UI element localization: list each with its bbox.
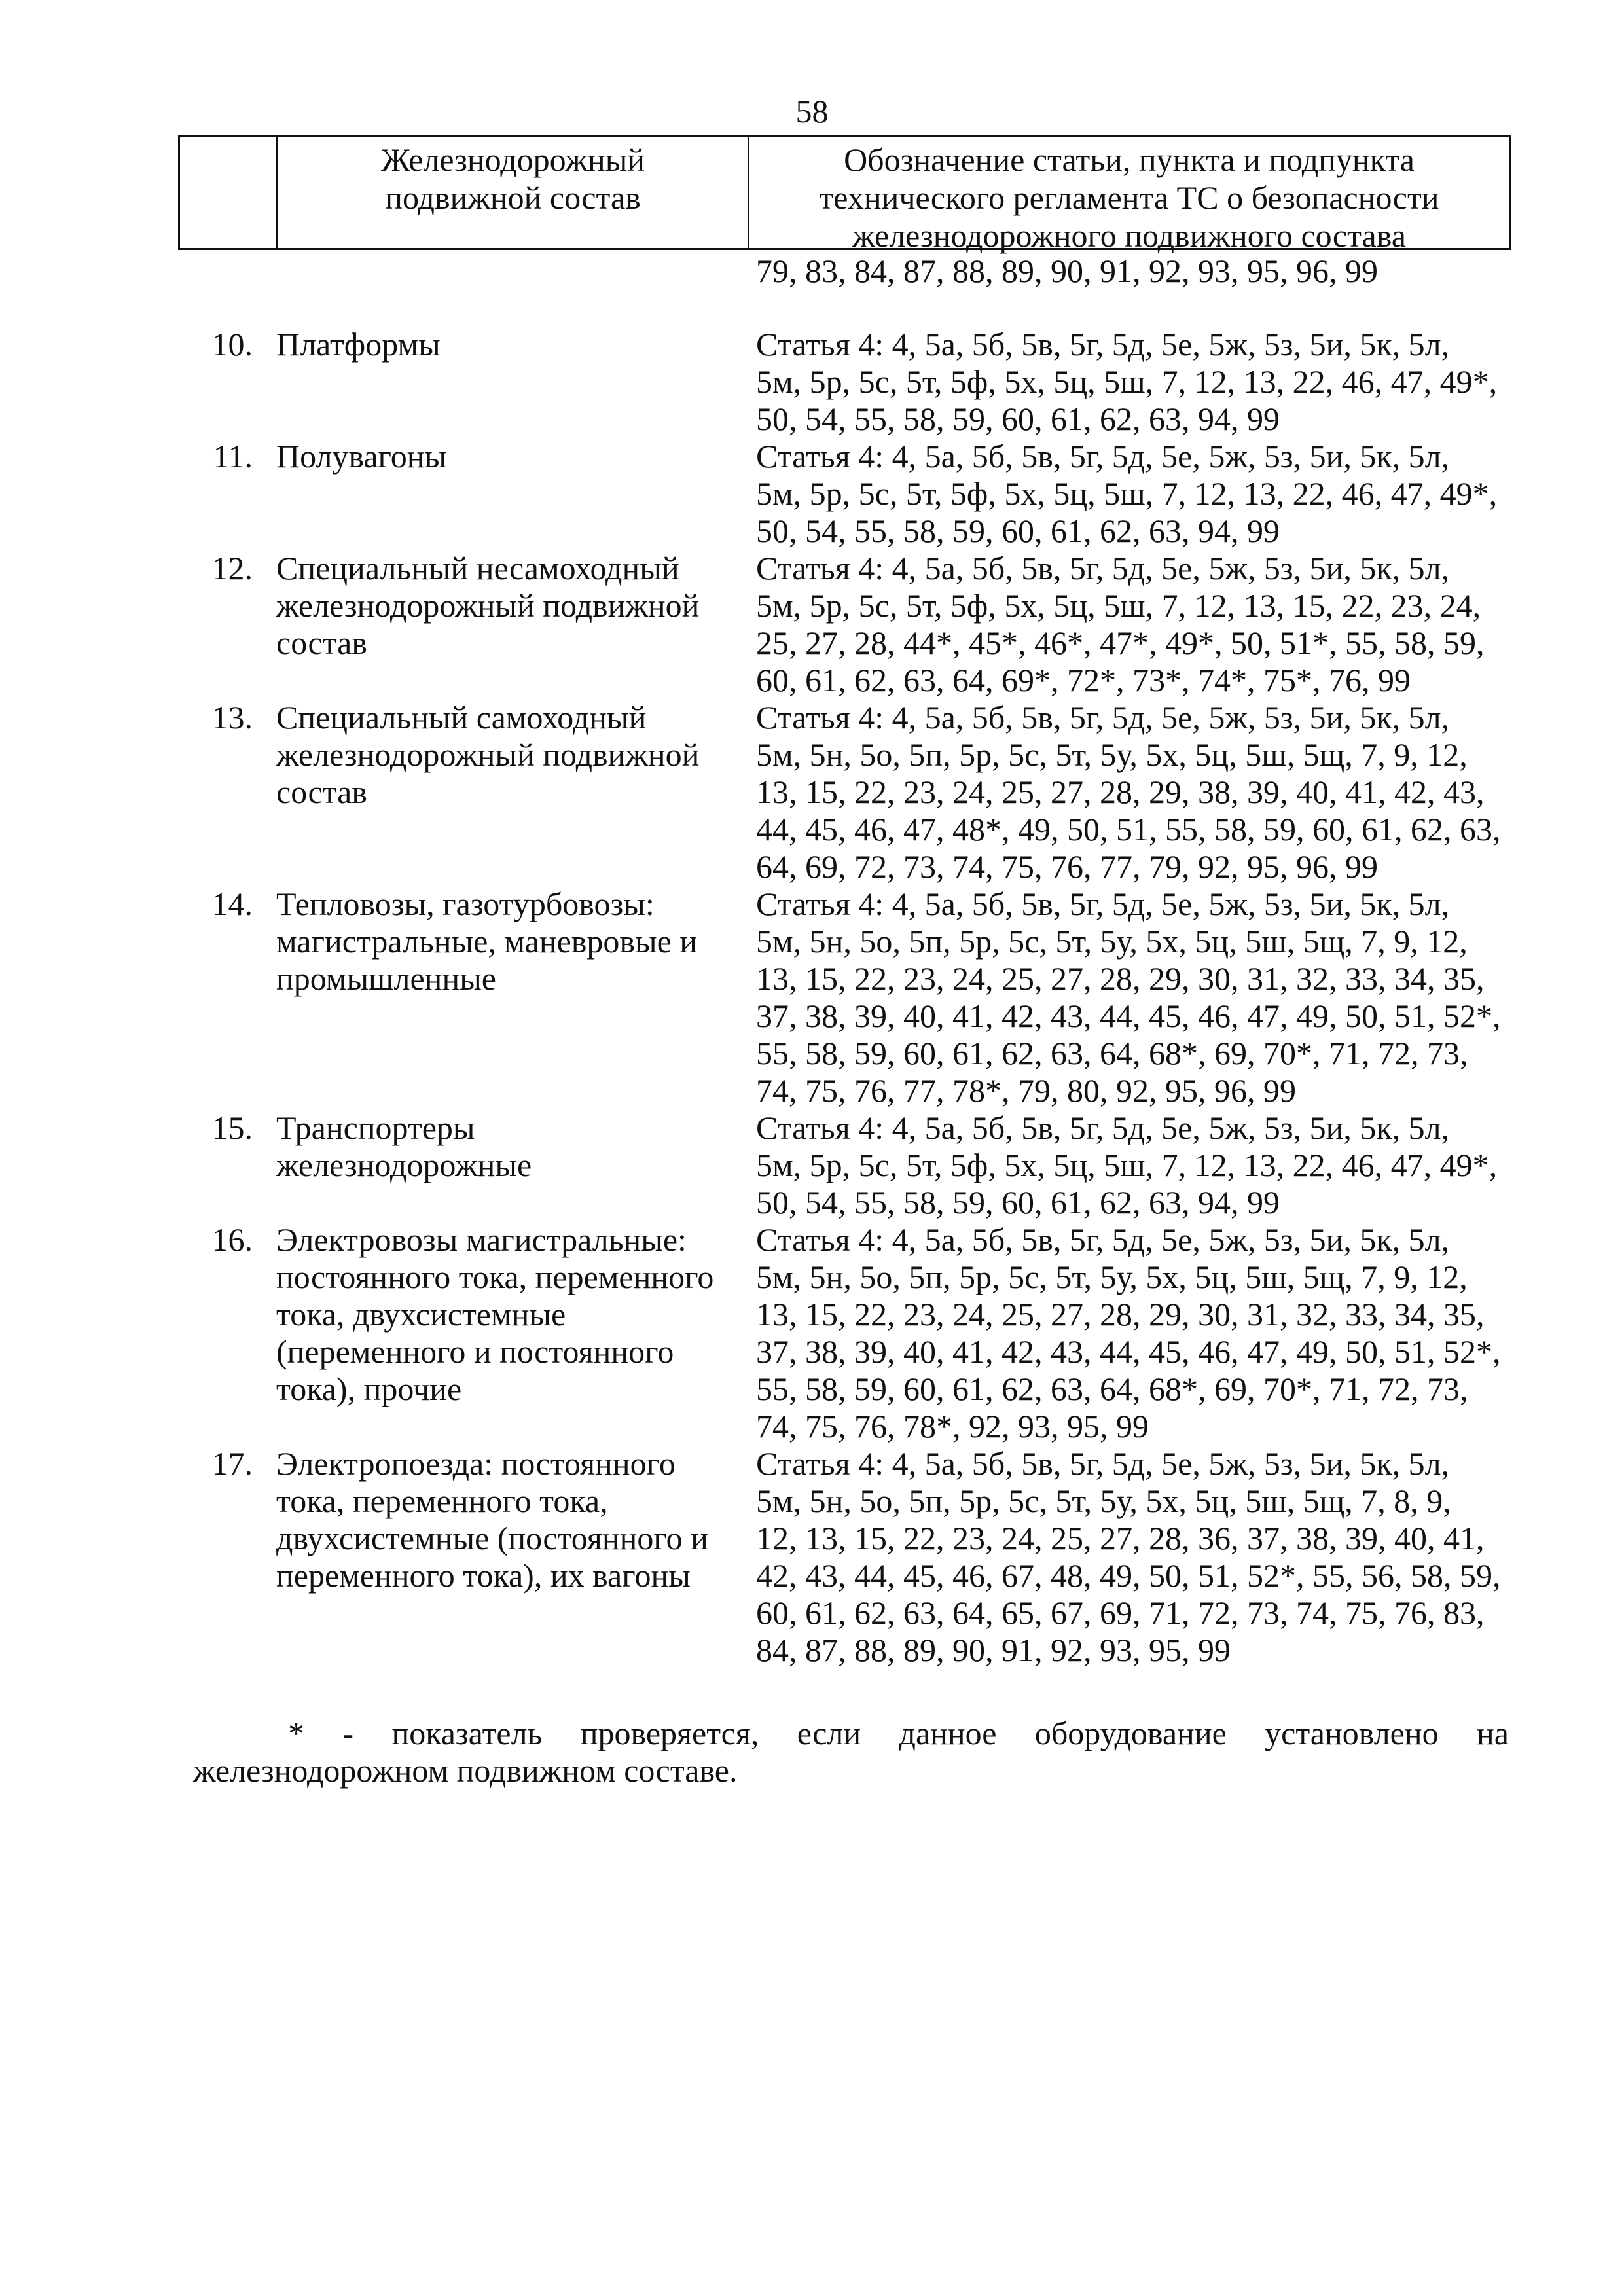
rolling-stock-name-line: тока, двухсистемные	[276, 1296, 566, 1333]
footnote-word: оборудование	[1034, 1715, 1227, 1751]
header-ref-line: Обозначение статьи, пункта и подпункта	[844, 141, 1415, 178]
regulation-reference	[756, 699, 1511, 886]
rolling-stock-name-line: состав	[276, 774, 367, 810]
footnote	[193, 1715, 1509, 1789]
regulation-reference-line: 64, 69, 72, 73, 74, 75, 76, 77, 79, 92, 95, 96, 99	[756, 848, 1378, 885]
table-row	[178, 699, 1511, 886]
regulation-reference	[756, 1109, 1511, 1221]
regulation-reference-line: Статья 4: 4, 5а, 5б, 5в, 5г, 5д, 5е, 5ж, 5з, 5и, 5к, 5л,	[756, 326, 1450, 363]
footnote-word: -	[342, 1715, 354, 1751]
table-row	[178, 1445, 1511, 1669]
regulation-reference-line: 55, 58, 59, 60, 61, 62, 63, 64, 68*, 69, 70*, 71, 72, 73,	[756, 1035, 1468, 1071]
regulation-reference-line: 5м, 5р, 5с, 5т, 5ф, 5х, 5ц, 5ш, 7, 12, 13, 22, 46, 47, 49*,	[756, 363, 1498, 400]
regulation-reference-line: 5м, 5н, 5о, 5п, 5р, 5с, 5т, 5у, 5х, 5ц, 5ш, 5щ, 7, 9, 12,	[756, 1259, 1468, 1295]
regulation-reference	[756, 326, 1511, 438]
rolling-stock-name-line: Электровозы магистральные:	[276, 1221, 687, 1258]
continued-reference-line: 79, 83, 84, 87, 88, 89, 90, 91, 92, 93, 95, 96, 99	[756, 253, 1378, 289]
regulation-reference	[756, 1221, 1511, 1445]
rolling-stock-name-line: железнодорожные	[276, 1147, 532, 1183]
rolling-stock-name-line: тока, переменного тока,	[276, 1482, 608, 1519]
header-reference-column	[749, 137, 1509, 254]
regulation-reference-line: 5м, 5н, 5о, 5п, 5р, 5с, 5т, 5у, 5х, 5ц, 5ш, 5щ, 7, 9, 12,	[756, 923, 1468, 960]
rolling-stock-name-line: Специальный самоходный	[276, 699, 647, 736]
regulation-reference-line: 25, 27, 28, 44*, 45*, 46*, 47*, 49*, 50, 51*, 55, 58, 59,	[756, 624, 1485, 661]
rolling-stock-name-line: переменного тока), их вагоны	[276, 1557, 691, 1594]
regulation-reference-line: 37, 38, 39, 40, 41, 42, 43, 44, 45, 46, 47, 49, 50, 51, 52*,	[756, 997, 1501, 1034]
regulation-reference-line: 60, 61, 62, 63, 64, 65, 67, 69, 71, 72, 73, 74, 75, 76, 83,	[756, 1594, 1485, 1631]
row-number: 16.	[211, 1221, 253, 1258]
regulation-reference-line: 13, 15, 22, 23, 24, 25, 27, 28, 29, 30, 31, 32, 33, 34, 35,	[756, 960, 1485, 997]
footnote-word: показатель	[391, 1715, 543, 1751]
footnote-first-line	[193, 1715, 1509, 1752]
page-number: 58	[795, 93, 829, 130]
rolling-stock-name-line: состав	[276, 624, 367, 661]
rolling-stock-name-line: промышленные	[276, 960, 496, 997]
regulation-reference-line: 13, 15, 22, 23, 24, 25, 27, 28, 29, 30, 31, 32, 33, 34, 35,	[756, 1296, 1485, 1333]
row-number: 15.	[211, 1109, 253, 1146]
regulation-reference-line: 12, 13, 15, 22, 23, 24, 25, 27, 28, 36, 37, 38, 39, 40, 41,	[756, 1520, 1485, 1556]
header-number-column	[180, 137, 278, 248]
footnote-word: *	[288, 1715, 304, 1751]
table-row	[178, 1109, 1511, 1221]
footnote-word: если	[797, 1715, 861, 1751]
header-ref-line: технического регламента ТС о безопасности	[819, 179, 1439, 216]
regulation-reference-line: 5м, 5н, 5о, 5п, 5р, 5с, 5т, 5у, 5х, 5ц, 5ш, 5щ, 7, 8, 9,	[756, 1482, 1451, 1519]
row-number: 14.	[211, 886, 253, 922]
header-name-line: подвижной состав	[385, 179, 641, 216]
regulation-reference-line: Статья 4: 4, 5а, 5б, 5в, 5г, 5д, 5е, 5ж, 5з, 5и, 5к, 5л,	[756, 438, 1450, 475]
regulation-reference-line: 37, 38, 39, 40, 41, 42, 43, 44, 45, 46, 47, 49, 50, 51, 52*,	[756, 1333, 1501, 1370]
regulation-reference-line: 5м, 5р, 5с, 5т, 5ф, 5х, 5ц, 5ш, 7, 12, 13, 15, 22, 23, 24,	[756, 587, 1481, 624]
header-ref-line: железнодорожного подвижного состава	[852, 217, 1406, 254]
rolling-stock-name-line: Электропоезда: постоянного	[276, 1445, 676, 1482]
table-header	[178, 135, 1511, 254]
footnote-word: данное	[899, 1715, 997, 1751]
rolling-stock-name	[276, 438, 756, 550]
row-number: 17.	[211, 1445, 253, 1482]
row-number: 11.	[213, 438, 253, 475]
header-name-line: Железнодорожный	[380, 141, 645, 178]
regulation-reference-line: Статья 4: 4, 5а, 5б, 5в, 5г, 5д, 5е, 5ж, 5з, 5и, 5к, 5л,	[756, 699, 1450, 736]
regulation-reference-line: Статья 4: 4, 5а, 5б, 5в, 5г, 5д, 5е, 5ж, 5з, 5и, 5к, 5л,	[756, 1109, 1450, 1146]
regulation-reference-line: 5м, 5р, 5с, 5т, 5ф, 5х, 5ц, 5ш, 7, 12, 13, 22, 46, 47, 49*,	[756, 1147, 1498, 1183]
table-row	[178, 1221, 1511, 1445]
footnote-second-line: железнодорожном подвижном составе.	[193, 1752, 738, 1789]
regulation-reference	[756, 1445, 1511, 1669]
regulation-reference-line: Статья 4: 4, 5а, 5б, 5в, 5г, 5д, 5е, 5ж, 5з, 5и, 5к, 5л,	[756, 1445, 1450, 1482]
table-row	[178, 550, 1511, 699]
rolling-stock-name	[276, 886, 756, 1109]
rolling-stock-name-line: Специальный несамоходный	[276, 550, 679, 586]
rolling-stock-name-line: Платформы	[276, 326, 441, 363]
regulation-reference-line: 5м, 5н, 5о, 5п, 5р, 5с, 5т, 5у, 5х, 5ц, 5ш, 5щ, 7, 9, 12,	[756, 736, 1468, 773]
footnote-word: на	[1477, 1715, 1509, 1751]
regulation-reference	[756, 438, 1511, 550]
regulation-reference	[756, 550, 1511, 699]
rolling-stock-name-line: тока), прочие	[276, 1371, 462, 1407]
row-number: 13.	[211, 699, 253, 736]
row-number: 12.	[211, 550, 253, 586]
regulation-reference-line: 50, 54, 55, 58, 59, 60, 61, 62, 63, 94, 99	[756, 1184, 1280, 1221]
regulation-reference-line: 13, 15, 22, 23, 24, 25, 27, 28, 29, 38, 39, 40, 41, 42, 43,	[756, 774, 1485, 810]
rolling-stock-name-line: постоянного тока, переменного	[276, 1259, 714, 1295]
regulation-reference-line: 42, 43, 44, 45, 46, 67, 48, 49, 50, 51, 52*, 55, 56, 58, 59,	[756, 1557, 1501, 1594]
regulation-reference	[756, 886, 1511, 1109]
rolling-stock-name	[276, 699, 756, 886]
rolling-stock-name-line: железнодорожный подвижной	[276, 587, 700, 624]
regulation-reference-line: 50, 54, 55, 58, 59, 60, 61, 62, 63, 94, 99	[756, 512, 1280, 549]
footnote-word: установлено	[1265, 1715, 1439, 1751]
rolling-stock-name-line: магистральные, маневровые и	[276, 923, 698, 960]
rolling-stock-name-line: двухсистемные (постоянного и	[276, 1520, 708, 1556]
row-number: 10.	[211, 326, 253, 363]
regulation-reference-line: Статья 4: 4, 5а, 5б, 5в, 5г, 5д, 5е, 5ж, 5з, 5и, 5к, 5л,	[756, 550, 1450, 586]
rolling-stock-name	[276, 326, 756, 438]
rolling-stock-name	[276, 1445, 756, 1669]
regulation-reference-line: 5м, 5р, 5с, 5т, 5ф, 5х, 5ц, 5ш, 7, 12, 13, 22, 46, 47, 49*,	[756, 475, 1498, 512]
header-rolling-stock-column	[278, 137, 749, 248]
regulation-reference-line: Статья 4: 4, 5а, 5б, 5в, 5г, 5д, 5е, 5ж, 5з, 5и, 5к, 5л,	[756, 886, 1450, 922]
regulation-reference-line: 55, 58, 59, 60, 61, 62, 63, 64, 68*, 69, 70*, 71, 72, 73,	[756, 1371, 1468, 1407]
rolling-stock-name-line: Полувагоны	[276, 438, 447, 475]
regulation-reference-line: 74, 75, 76, 77, 78*, 79, 80, 92, 95, 96, 99	[756, 1072, 1296, 1109]
table-row	[178, 326, 1511, 438]
rolling-stock-name-line: железнодорожный подвижной	[276, 736, 700, 773]
rolling-stock-name	[276, 1109, 756, 1221]
table-body	[178, 326, 1511, 1669]
rolling-stock-name-line: (переменного и постоянного	[276, 1333, 674, 1370]
table-row	[178, 438, 1511, 550]
regulation-reference-line: 74, 75, 76, 78*, 92, 93, 95, 99	[756, 1408, 1149, 1444]
footnote-word: проверяется,	[580, 1715, 759, 1751]
regulation-reference-line: 50, 54, 55, 58, 59, 60, 61, 62, 63, 94, 99	[756, 401, 1280, 437]
regulation-reference-line: 84, 87, 88, 89, 90, 91, 92, 93, 95, 99	[756, 1632, 1231, 1668]
regulation-reference-line: 60, 61, 62, 63, 64, 69*, 72*, 73*, 74*, 75*, 76, 99	[756, 662, 1411, 698]
rolling-stock-name	[276, 550, 756, 699]
regulation-reference-line: Статья 4: 4, 5а, 5б, 5в, 5г, 5д, 5е, 5ж, 5з, 5и, 5к, 5л,	[756, 1221, 1450, 1258]
rolling-stock-name	[276, 1221, 756, 1445]
regulation-reference-line: 44, 45, 46, 47, 48*, 49, 50, 51, 55, 58, 59, 60, 61, 62, 63,	[756, 811, 1501, 848]
table-row	[178, 886, 1511, 1109]
rolling-stock-name-line: Тепловозы, газотурбовозы:	[276, 886, 655, 922]
rolling-stock-name-line: Транспортеры	[276, 1109, 475, 1146]
